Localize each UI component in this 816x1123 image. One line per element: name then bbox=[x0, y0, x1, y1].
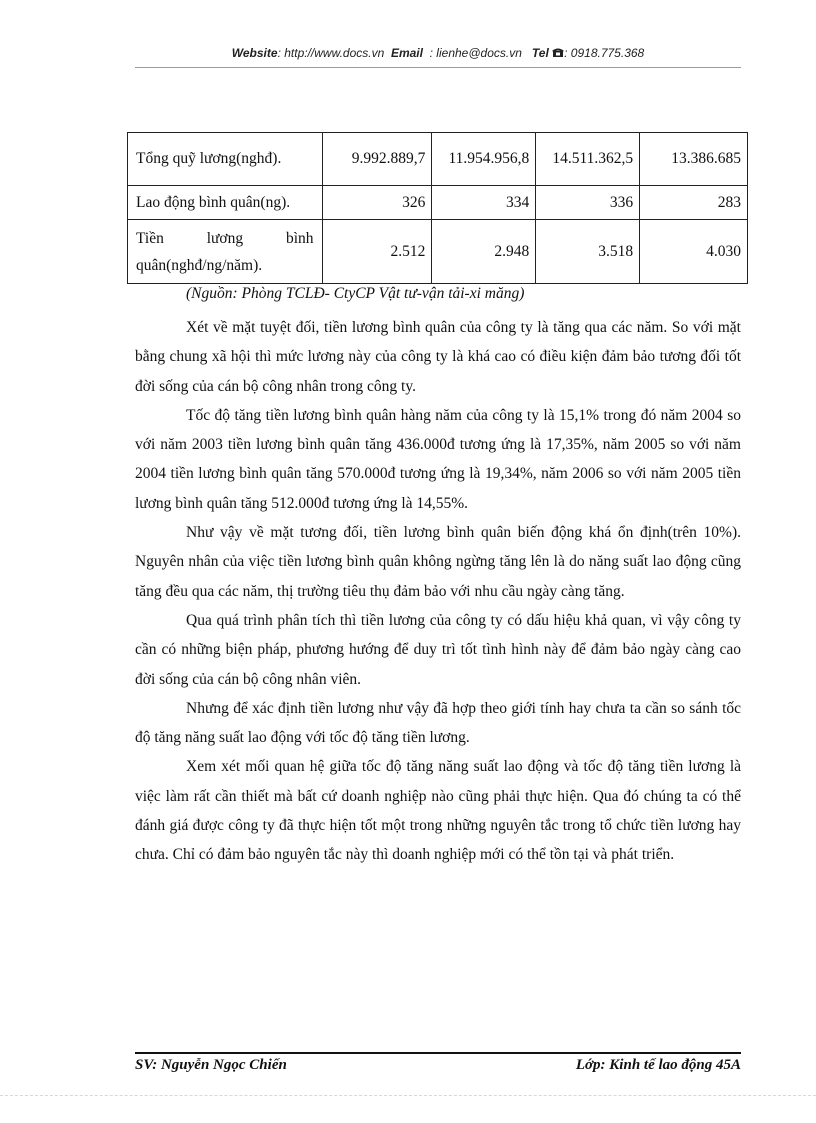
email-value: : lienhe@docs.vn bbox=[429, 46, 522, 60]
page-header bbox=[135, 46, 741, 61]
table-row bbox=[128, 220, 748, 284]
row-label-line1 bbox=[136, 225, 314, 252]
paragraph: Xem xét mối quan hệ giữa tốc độ tăng năng suất lao động và tốc độ tăng tiền lương là việc làm rất cần thiết mà bất cứ doanh nghiệp nào cũng phải thực hiện. Qua đó chúng ta có thể đánh giá được công ty đã thực hiện tốt một trong những nguyên tắc trong tổ chức tiền lương hay chưa. Chỉ có đảm bảo nguyên tắc này thì doanh nghiệp mới có thể tồn tại và phát triển. bbox=[135, 758, 741, 864]
row-label bbox=[128, 220, 323, 284]
body-text bbox=[135, 313, 741, 870]
cell-2006: 13.386.685 bbox=[640, 133, 748, 186]
cell-2006: 283 bbox=[640, 186, 748, 220]
phone-icon bbox=[552, 47, 564, 61]
cell-2003: 326 bbox=[322, 186, 432, 220]
cell-2004: 11.954.956,8 bbox=[432, 133, 536, 186]
table-row bbox=[128, 133, 748, 186]
website-value: : http://www.docs.vn bbox=[277, 46, 385, 60]
label-word: bình bbox=[285, 229, 314, 247]
cell-2005: 336 bbox=[536, 186, 640, 220]
paragraph: Qua quá trình phân tích thì tiền lương của công ty có dấu hiệu khả quan, vì vậy công ty cần có những biện pháp, phương hướng để duy trì tốt tình hình này để đảm bảo ngày càng cao đời sống của cán bộ công nhân viên. bbox=[135, 611, 741, 688]
email-label: Email bbox=[390, 46, 423, 60]
footer-class: Lớp: Kinh tế lao động 45A bbox=[575, 1057, 741, 1073]
website-label: Website bbox=[231, 46, 278, 60]
paragraph: Tốc độ tăng tiền lương bình quân hàng năm của công ty là 15,1% trong đó năm 2004 so với năm 2003 tiền lương bình quân tăng 436.000đ tương ứng là 17,35%, năm 2005 so với năm 2004 tiền lương bình quân tăng 570.000đ tương ứng là 19,34%, năm 2006 so với năm 2005 tiền lương bình quân tăng 512.000đ tương ứng là 14,55%. bbox=[135, 406, 741, 512]
salary-table bbox=[127, 132, 748, 284]
label-word: Tiền bbox=[136, 229, 164, 247]
cell-2004: 2.948 bbox=[432, 220, 536, 284]
footer-divider bbox=[135, 1052, 741, 1054]
table-source-note: (Nguồn: Phòng TCLĐ- CtyCP Vật tư-vận tải-xi măng) bbox=[186, 285, 525, 302]
cell-2004: 334 bbox=[432, 186, 536, 220]
row-label: Lao động bình quân(ng). bbox=[128, 186, 323, 220]
cell-2006: 4.030 bbox=[640, 220, 748, 284]
cell-2005: 3.518 bbox=[536, 220, 640, 284]
row-label: Tổng quỹ lương(nghđ). bbox=[128, 133, 323, 186]
header-divider bbox=[135, 67, 741, 68]
paragraph: Nhưng để xác định tiền lương như vậy đã hợp theo giới tính hay chưa ta cần so sánh tốc độ tăng năng suất lao động với tốc độ tăng tiền lương. bbox=[135, 699, 741, 747]
page-bottom-edge bbox=[0, 1095, 816, 1096]
table-row bbox=[128, 186, 748, 220]
tel-value: : 0918.775.368 bbox=[564, 46, 645, 60]
cell-2003: 9.992.889,7 bbox=[322, 133, 432, 186]
label-word: lương bbox=[206, 229, 244, 247]
row-label-line2: quân(nghđ/ng/năm). bbox=[136, 256, 263, 274]
paragraph: Xét về mặt tuyệt đối, tiền lương bình quân của công ty là tăng qua các năm. So với mặt bằng chung xã hội thì mức lương này của công ty là khá cao có điều kiện đảm bảo tương đối tốt đời sống của cán bộ công nhân trong công ty. bbox=[135, 319, 741, 395]
paragraph: Như vậy về mặt tương đối, tiền lương bình quân biến động khá ổn định(trên 10%). Nguyên nhân của việc tiền lương bình quân không ngừng tăng lên là do năng suất lao động cũng tăng đều qua các năm, thị trường tiêu thụ đảm bảo với nhu cầu ngày càng tăng. bbox=[135, 524, 741, 600]
footer-student: SV: Nguyễn Ngọc Chiến bbox=[135, 1057, 287, 1073]
tel-label: Tel bbox=[531, 46, 549, 60]
cell-2003: 2.512 bbox=[322, 220, 432, 284]
cell-2005: 14.511.362,5 bbox=[536, 133, 640, 186]
